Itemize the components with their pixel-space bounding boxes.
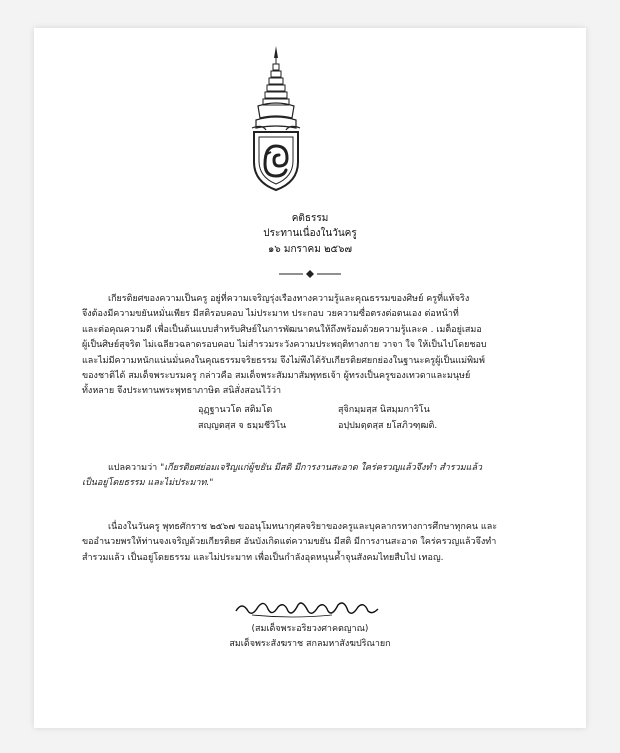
document-subtitle: ประทานเนื่องในวันครู (263, 228, 357, 239)
divider-ornament (277, 270, 343, 278)
translation-line-1 (82, 461, 482, 476)
paragraph-1-line: จึงต้องมีความขยันหมั่นเพียร มีสติรอบคอบ ไม่ประมาท ประกอบ วยความซื่อตรงต่อตนเอง ต่อหน้าที่ (82, 309, 459, 320)
document-date: ๑๖ มกราคม ๒๕๖๗ (268, 244, 352, 255)
paragraph-1-line: และต่อคุณความดี เพื่อเป็นต้นแบบสำหรับศิษย์ในการพัฒนาตนให้ถึงพร้อมด้วยความรู้และค . เมต็อยู่เสมอ (82, 324, 482, 335)
translation-quote-2: เป็นอยู่โดยธรรม และไม่ประมาท." (82, 478, 214, 489)
pali-verse-row2-right: อปฺปมตฺตสฺส ยโสภิวฑฺฒติ. (338, 421, 438, 431)
paragraph-1-line: ทั้งหลาย จึงประทานพระพุทธาภาษิต สนิสั่งสอนไว้ว่า (82, 386, 282, 397)
paragraph-1-line: ของชาติได้ สมเด็จพระบรมครู กล่าวคือ สมเด็จพระสัมมาสัมพุทธเจ้า ผู้ทรงเป็นครูของเทวดาและมนุษย์ (82, 371, 471, 382)
pali-verse-row1-right: สุจิกมฺมสฺส นิสมฺมการิโน (338, 405, 430, 415)
emblem-drawing (248, 44, 304, 192)
signatory-name: (สมเด็จพระอริยวงศาคตญาณ) (251, 624, 369, 634)
paragraph-2-line: ขออำนวยพรให้ท่านจงเจริญด้วยเกียรติยศ อันบังเกิดแต่ความขยัน มีสติ มีการงานสะอาด ใคร่ครวญแล้วจึงทำ (82, 537, 497, 548)
paragraph-1-line: เกียรติยศของความเป็นครู อยู่ที่ความเจริญรุ่งเรืองทางความรู้และคุณธรรมของศิษย์ ครูที่แท้จริง (108, 294, 470, 304)
translation-quote-1: "เกียรติยศย่อมเจริญแก่ผู้ขยัน มีสติ มีการงานสะอาด ใคร่ครวญแล้วจึงทำ สำรวมแล้ว (160, 463, 483, 473)
translation-prefix: แปลความว่า (108, 463, 158, 473)
signatory-title: สมเด็จพระสังฆราช สกลมหาสังฆปริณายก (229, 639, 391, 649)
paragraph-2 (82, 520, 497, 566)
pali-verse-row1-left: อุฏฺฐานวโต สติมโต (198, 405, 273, 415)
paragraph-1 (82, 292, 487, 400)
seal-emblem (248, 44, 304, 192)
document-title: คติธรรม (291, 213, 329, 224)
handwritten-signature (232, 593, 382, 623)
paragraph-2-line: สำรวมแล้ว เป็นอยู่โดยธรรม และไม่ประมาท เพื่อเป็นกำลังอุดหนุนค้ำจุนสังคมไทยสืบไป เทอญ. (82, 552, 444, 563)
paragraph-2-line: เนื่องในวันครู พุทธศักราช ๒๕๖๗ ขออนุโมทนากุศลจริยาของครูและบุคลากรทางการศึกษาทุกคน และ (108, 522, 498, 532)
paragraph-1-line: ผู้เป็นศิษย์สุจริต ไม่เฉลียวฉลาดรอบคอบ ไม่สำรวมระวังความประพฤติทางกาย วาจา ใจ ให้เป็นไปโดยชอบ (82, 340, 487, 351)
paragraph-1-line: และไม่มีความหนักแน่นมั่นคงในคุณธรรมจริยธรรม จึงไม่พึงได้รับเกียรติยศยกย่องในฐานะครูผู้เป็นแม่พิมพ์ (82, 355, 485, 366)
pali-verse-row2-left: สญฺญตสฺส จ ธมฺมชีวิโน (198, 421, 287, 431)
translation-block (82, 461, 482, 492)
